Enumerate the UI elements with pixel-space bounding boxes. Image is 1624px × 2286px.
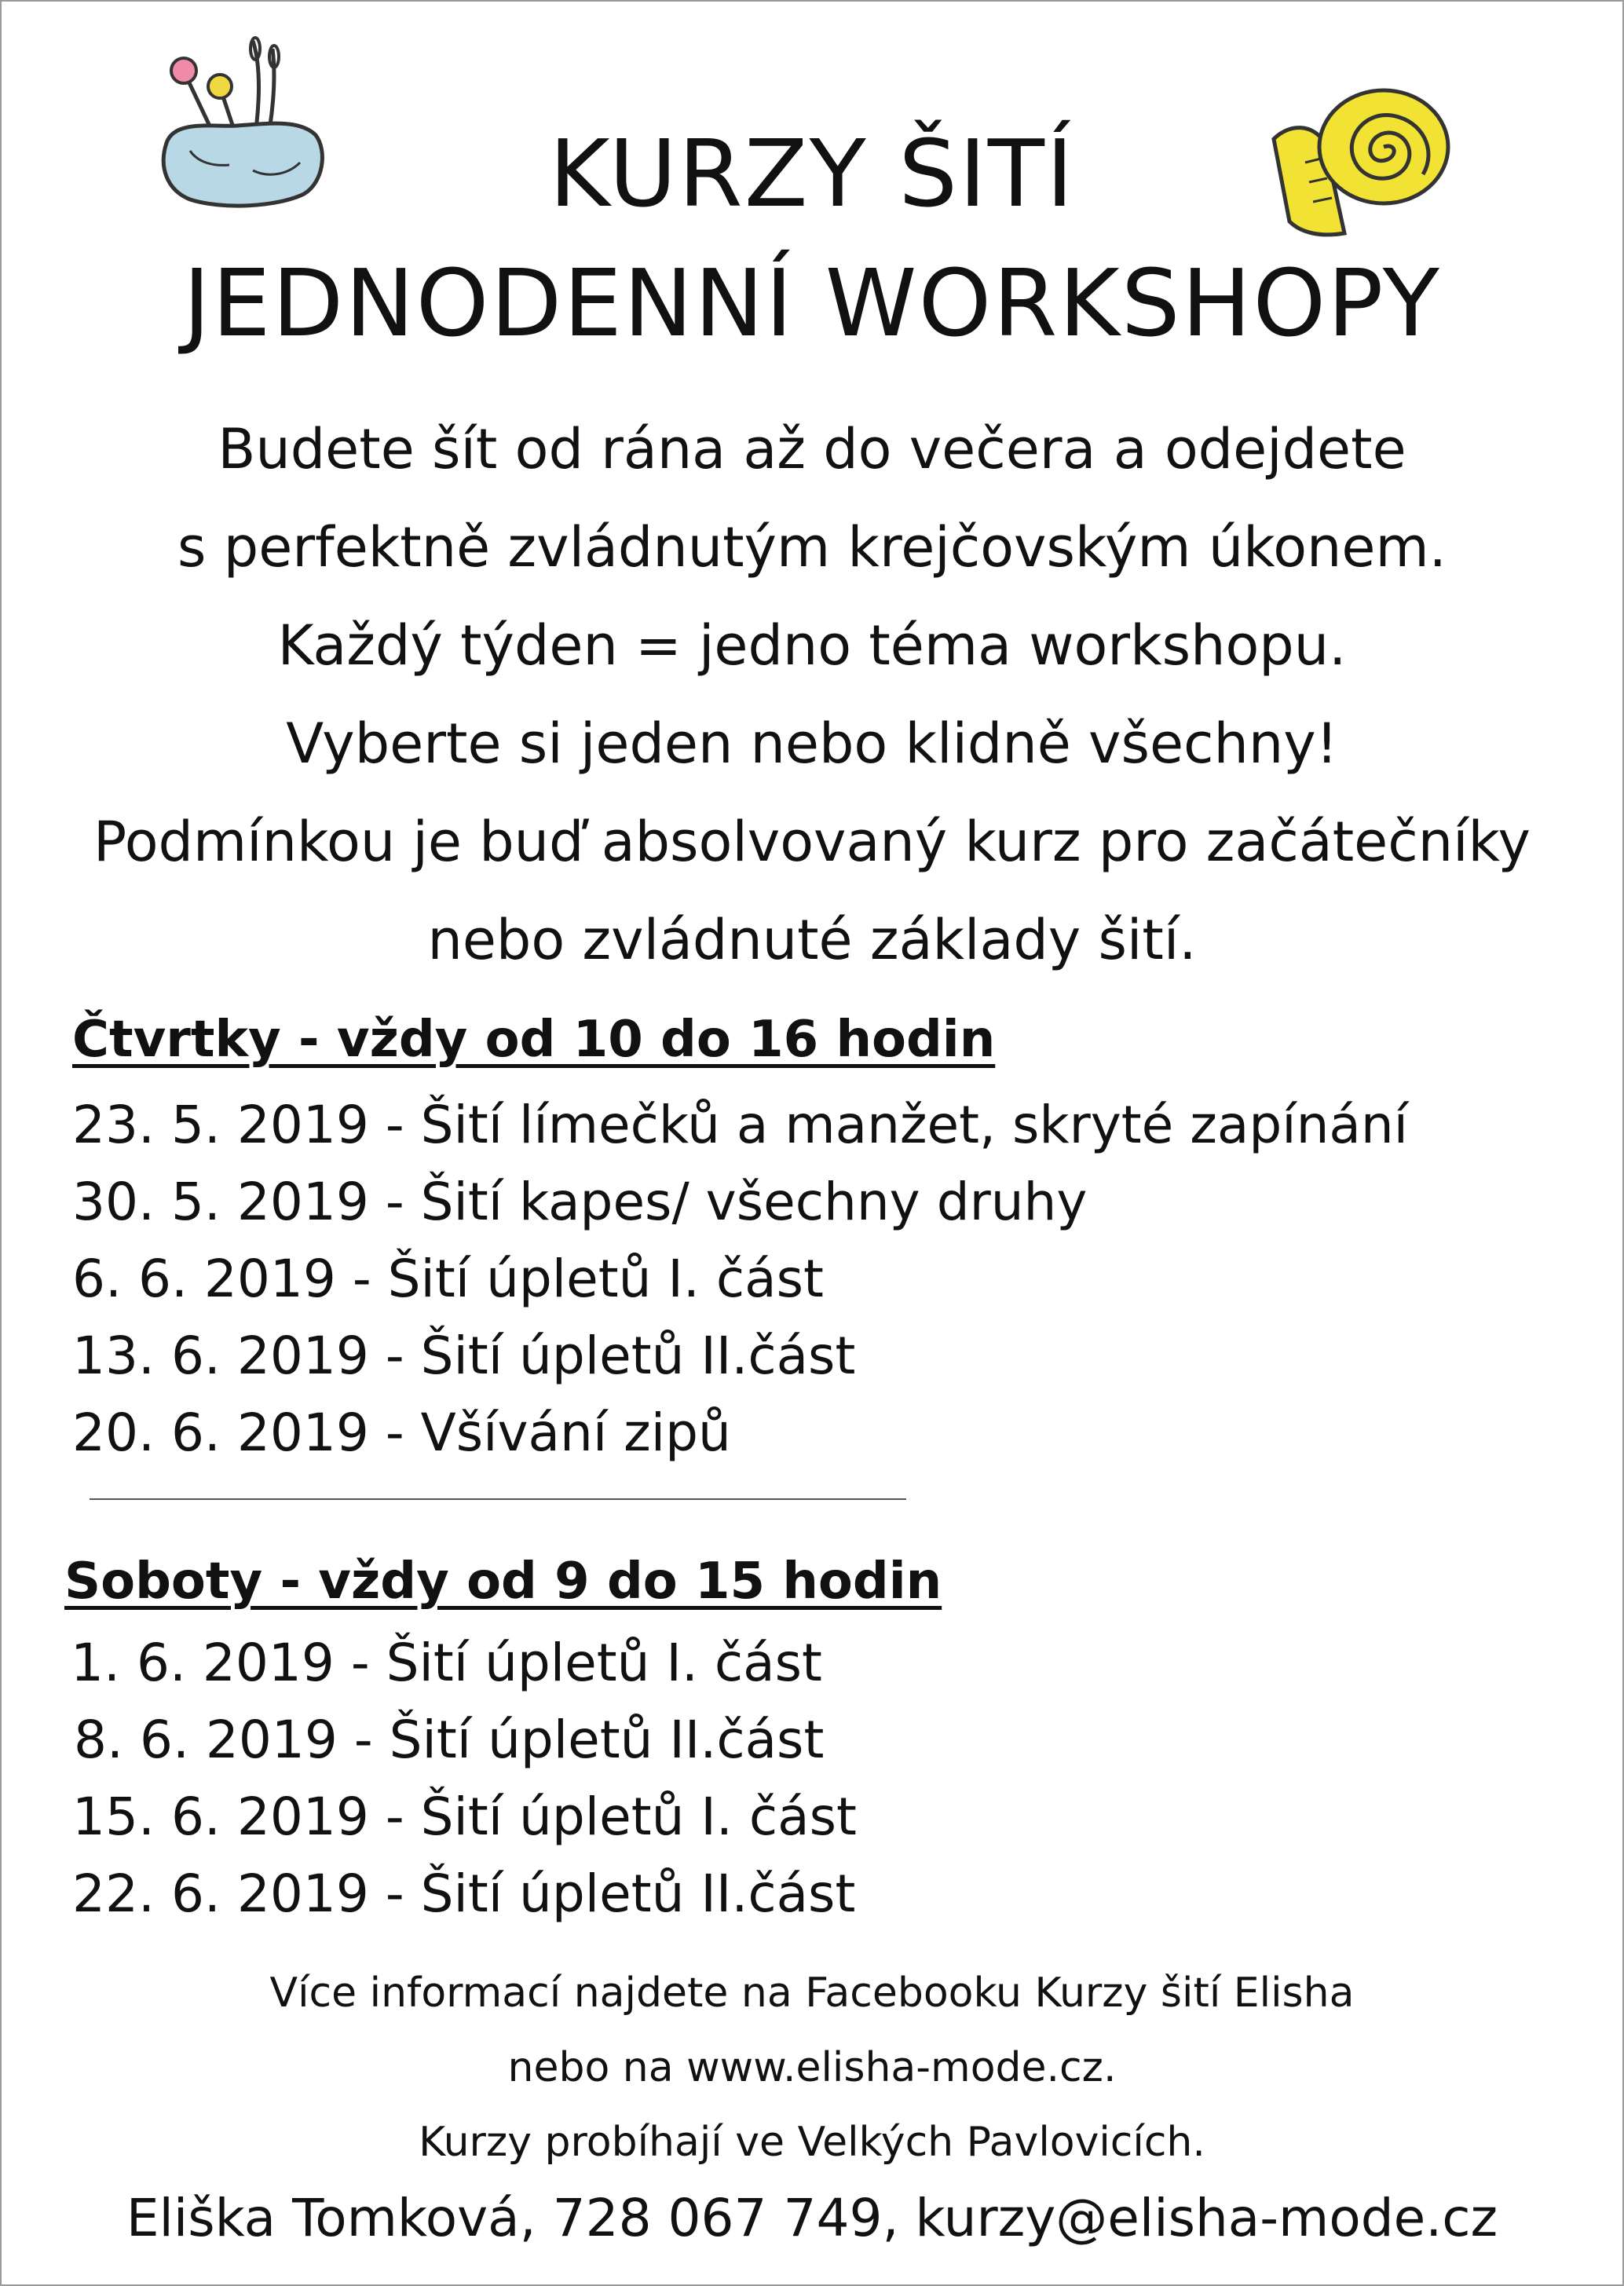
footer-line-1: Více informací najdete na Facebooku Kurzy šití Elisha <box>269 1970 1355 2017</box>
thursday-item: 13. 6. 2019 - Šití úpletů II.část <box>72 1326 856 1386</box>
intro-line-2: s perfektně zvládnutým krejčovským úkonem. <box>177 515 1447 580</box>
section-divider <box>90 1498 906 1500</box>
intro-line-1: Budete šít od rána až do večera a odejdete <box>218 417 1406 481</box>
intro-line-3: Každý týden = jedno téma workshopu. <box>277 613 1347 678</box>
footer-line-3: Kurzy probíhají ve Velkých Pavlovicích. <box>419 2119 1205 2166</box>
pin-head-yellow <box>208 75 232 98</box>
intro-line-4: Vyberte si jeden nebo klidně všechny! <box>286 711 1338 776</box>
saturday-item: 22. 6. 2019 - Šití úpletů II.část <box>72 1864 856 1924</box>
saturdays-heading: Soboty - vždy od 9 do 15 hodin <box>64 1553 942 1611</box>
footer-line-2: nebo na www.elisha-mode.cz. <box>507 2044 1117 2091</box>
saturday-item: 1. 6. 2019 - Šití úpletů I. část <box>71 1633 822 1693</box>
thursday-item: 6. 6. 2019 - Šití úpletů I. část <box>72 1249 824 1309</box>
pin-head-pink <box>171 58 196 83</box>
saturday-item: 8. 6. 2019 - Šití úpletů II.část <box>74 1710 825 1770</box>
title-line-2: JEDNODENNÍ WORKSHOPY <box>183 249 1441 357</box>
intro-line-5: Podmínkou je buď absolvovaný kurz pro začátečníky <box>93 810 1531 874</box>
thursdays-heading: Čtvrtky - vždy od 10 do 16 hodin <box>72 1011 996 1069</box>
thursday-item: 20. 6. 2019 - Všívání zipů <box>72 1403 731 1463</box>
title-line-1: KURZY ŠITÍ <box>549 119 1075 228</box>
thursday-item: 30. 5. 2019 - Šití kapes/ všechny druhy <box>72 1172 1088 1232</box>
intro-line-6: nebo zvládnuté základy šití. <box>427 908 1197 972</box>
saturday-item: 15. 6. 2019 - Šití úpletů I. část <box>72 1787 857 1847</box>
thursday-item: 23. 5. 2019 - Šití límečků a manžet, skryté zapínání <box>72 1095 1409 1155</box>
contact-line: Eliška Tomková, 728 067 749, kurzy@elisha-mode.cz <box>126 2188 1498 2248</box>
